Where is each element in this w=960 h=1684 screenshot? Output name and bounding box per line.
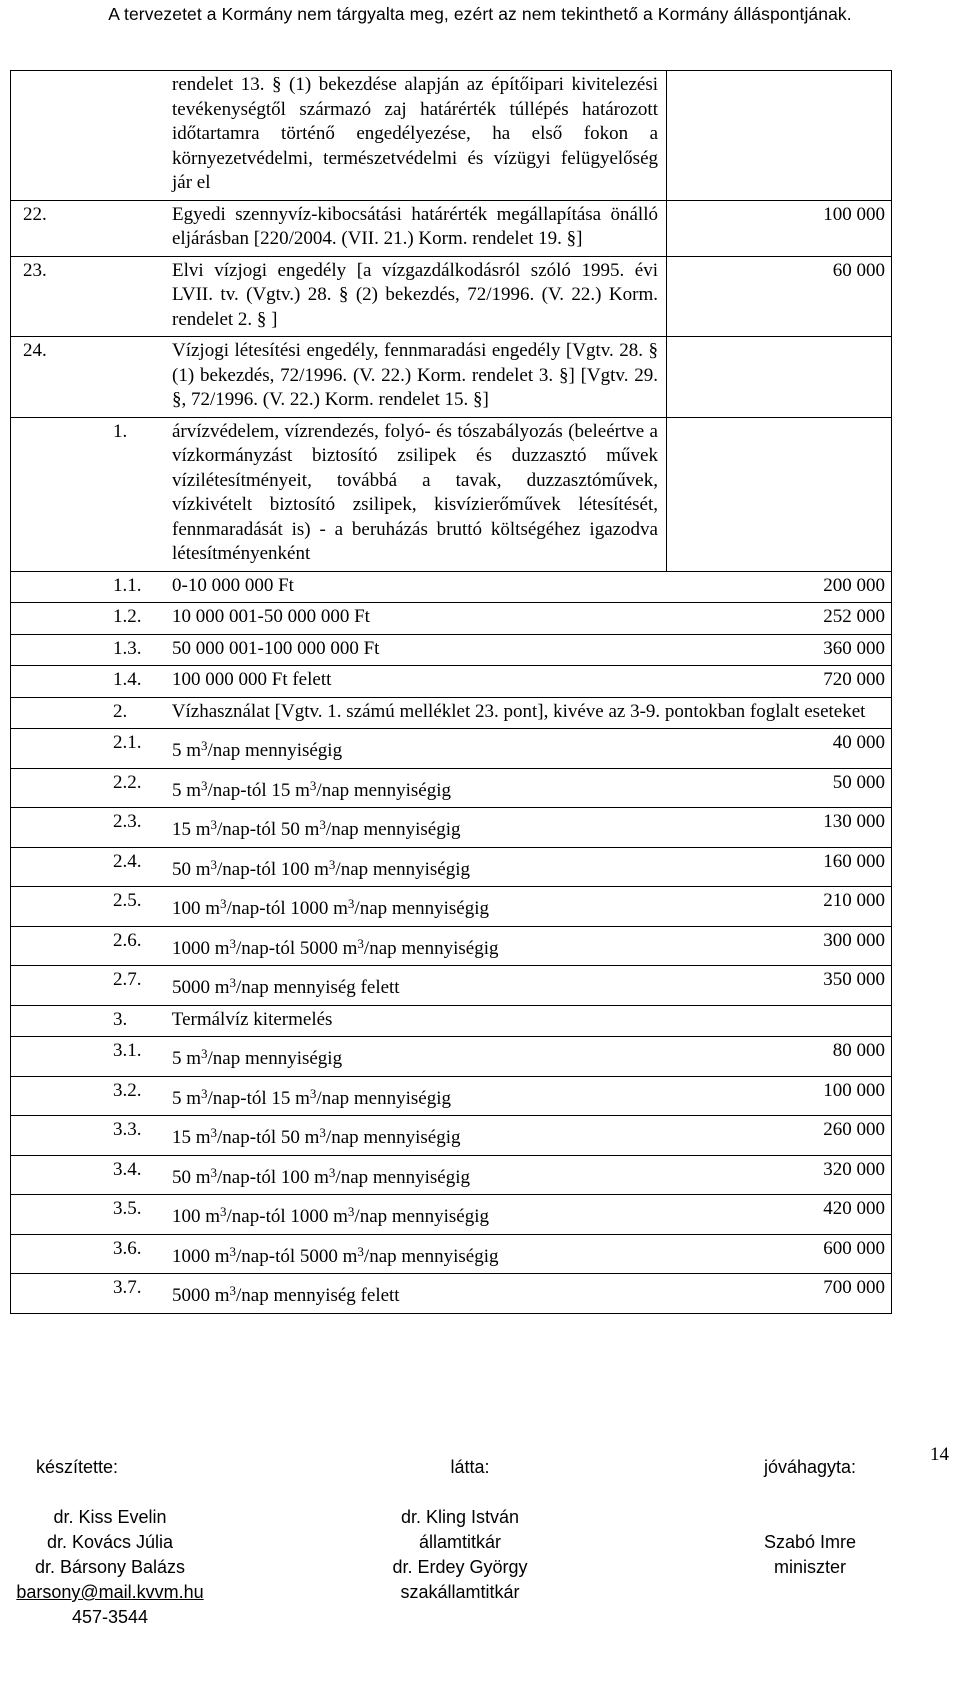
- row-amount: 320 000: [823, 1158, 885, 1180]
- section-description: Vízhasználat [Vgtv. 1. számú melléklet 23. pont], kivéve az 3-9. pontokban foglalt eseteket: [171, 700, 866, 722]
- table-row: [11, 887, 891, 927]
- row-number: 3.5.: [113, 1198, 142, 1219]
- table-row: [11, 201, 891, 257]
- fee-table: [10, 70, 892, 1314]
- row-number: 1.3.: [113, 637, 142, 659]
- row-number: 1.2.: [113, 606, 142, 627]
- section-description: Termálvíz kitermelés: [171, 1008, 333, 1030]
- row-description: 15 $m^3/nap$-tól 50 $m^3$/nap mennyiségig: [172, 817, 461, 840]
- row-description: 5000 $m^3$/nap mennyiség felett: [172, 1283, 400, 1306]
- seen-title: államtitkár: [418, 1532, 502, 1552]
- table-row: [11, 848, 891, 888]
- row-amount: [667, 337, 891, 417]
- table-row: [11, 635, 891, 667]
- row-number: 3.3.: [113, 1119, 142, 1140]
- table-row: [11, 572, 891, 604]
- row-description: Egyedi szennyvíz-kibocsátási határérték megállapítása önálló eljárásban [220/2004. (VII. 21.) Korm. rendelet 19. §]: [166, 201, 667, 256]
- row-number: 2.4.: [113, 850, 142, 872]
- seen-name: dr. Kling István: [400, 1507, 520, 1527]
- row-number: 3.2.: [113, 1079, 142, 1101]
- table-row: [11, 1235, 891, 1275]
- prepared-label: készítette:: [36, 1457, 119, 1477]
- row-amount: 60 000: [832, 259, 885, 281]
- table-row: [11, 1077, 891, 1117]
- table-row: [11, 1195, 891, 1235]
- row-amount: 420 000: [823, 1198, 885, 1219]
- seen-name: dr. Erdey György: [392, 1557, 528, 1577]
- approved-by: [730, 1530, 890, 1580]
- row-amount: 260 000: [823, 1119, 885, 1140]
- row-description: 1000 $m^3/nap$-tól 5000 $m^3$/nap mennyiségig: [172, 1243, 499, 1267]
- row-number: 3.7.: [113, 1277, 142, 1298]
- table-row: [11, 769, 891, 809]
- row-number: 24.: [23, 340, 47, 361]
- row-number: 2.5.: [113, 890, 142, 911]
- table-row: [11, 1274, 891, 1314]
- email-link[interactable]: barsony@mail.kvvm.hu: [16, 1582, 204, 1602]
- table-row: [11, 1037, 891, 1077]
- table-row: [11, 729, 891, 769]
- row-number: 2.3.: [113, 811, 142, 832]
- row-amount: 360 000: [823, 637, 885, 659]
- row-amount: 210 000: [823, 890, 885, 911]
- row-description: rendelet 13. § (1) bekezdése alapján az építőipari kivitelezési tevékenységtől származó zaj határérték túllépés határozott időtartamra történő engedélyezése, ha első fokon a környezetvédelmi, természetvédelmi és vízügyi felügyelőség jár el: [166, 71, 667, 200]
- row-amount: 300 000: [823, 929, 885, 951]
- approved-name: Szabó Imre: [763, 1532, 857, 1552]
- row-description: 10 000 001-50 000 000 Ft: [172, 606, 370, 627]
- row-number: 3.4.: [113, 1158, 142, 1180]
- row-description: 5 $m^3/nap$-tól 15 $m^3$/nap mennyiségig: [172, 1085, 451, 1109]
- table-row: [11, 1156, 891, 1196]
- row-description: 5 $m^3$/nap mennyiségig: [172, 1046, 343, 1069]
- row-description: 50 $m^3/nap$-tól 100 $m^3$/nap mennyiségig: [172, 856, 470, 880]
- section-description: árvízvédelem, vízrendezés, folyó- és tószabályozás (beleértve a vízkormányzást biztosító zsilipek és duzzasztó művek vízilétesítményeit, továbbá a tavak, duzzasztóművek, vízkivételt biztosító zsilipek, kisvízierőművek létesítését, fennmaradását is) - a beruházás bruttó költségéhez igazodva létesítményenként: [166, 418, 667, 571]
- row-amount: 100 000: [823, 1079, 885, 1101]
- table-row: [11, 337, 891, 418]
- row-number: 2.1.: [113, 732, 142, 753]
- prepared-by: [0, 1505, 220, 1630]
- prepared-name: dr. Kiss Evelin: [53, 1507, 167, 1527]
- draft-disclaimer-header: A tervezetet a Kormány nem tárgyalta meg, ezért az nem tekinthető a Kormány álláspontjának.: [108, 4, 852, 24]
- approved-title: miniszter: [773, 1557, 846, 1577]
- section-number: 3.: [113, 1008, 128, 1030]
- row-description: 1000 $m^3/nap$-tól 5000 $m^3$/nap mennyiségig: [172, 935, 499, 959]
- section-number: 2.: [113, 700, 128, 722]
- row-number: 22.: [23, 203, 47, 225]
- table-row: [11, 603, 891, 635]
- seen-label: látta:: [450, 1457, 490, 1477]
- row-amount: 200 000: [823, 574, 885, 596]
- prepared-name: dr. Bársony Balázs: [34, 1557, 186, 1577]
- row-description: 5 $m^3$/nap mennyiségig: [172, 738, 343, 761]
- table-row: [11, 1006, 891, 1038]
- row-description: 100 000 000 Ft felett: [172, 669, 332, 690]
- row-amount: 50 000: [832, 771, 885, 793]
- row-description: 15 $m^3/nap$-tól 50 $m^3$/nap mennyiségig: [172, 1125, 461, 1148]
- row-amount: 40 000: [832, 732, 885, 753]
- row-amount: 252 000: [823, 606, 885, 627]
- table-row: [11, 1116, 891, 1156]
- row-number: 1.1.: [113, 574, 142, 596]
- row-amount: 700 000: [823, 1277, 885, 1298]
- approved-label: jóváhagyta:: [763, 1457, 857, 1477]
- row-number: 3.1.: [113, 1040, 142, 1061]
- row-amount: 130 000: [823, 811, 885, 832]
- row-number: 2.7.: [113, 969, 142, 990]
- table-row: [11, 966, 891, 1006]
- row-amount: 100 000: [823, 203, 885, 225]
- table-row: [11, 808, 891, 848]
- table-row: [11, 927, 891, 967]
- table-row: [11, 418, 891, 572]
- row-description: 0-10 000 000 Ft: [172, 574, 294, 596]
- section-number: 1.: [113, 420, 128, 442]
- prepared-name: dr. Kovács Júlia: [46, 1532, 174, 1552]
- row-description: 5000 $m^3$/nap mennyiség felett: [172, 975, 400, 998]
- row-description: Elvi vízjogi engedély [a vízgazdálkodásról szóló 1995. évi LVII. tv. (Vgtv.) 28. § (2) bekezdés, 72/1996. (V. 22.) Korm. rendelet 2. § ]: [166, 257, 667, 337]
- row-number: 2.6.: [113, 929, 142, 951]
- row-amount: 720 000: [823, 669, 885, 690]
- row-amount: 350 000: [823, 969, 885, 990]
- row-description: 50 000 001-100 000 000 Ft: [172, 637, 380, 659]
- row-number: 2.2.: [113, 771, 142, 793]
- seen-by: [360, 1505, 560, 1605]
- row-description: 100 $m^3/nap$-tól 1000 $m^3$/nap mennyiségig: [172, 1204, 489, 1227]
- row-description: 100 $m^3/nap$-tól 1000 $m^3$/nap mennyiségig: [172, 896, 489, 919]
- table-row: [11, 666, 891, 698]
- row-description: Vízjogi létesítési engedély, fennmaradási engedély [Vgtv. 28. § (1) bekezdés, 72/1996. (V. 22.) Korm. rendelet 3. §] [Vgtv. 29. §, 72/1996. (V. 22.) Korm. rendelet 15. §]: [166, 337, 667, 417]
- page-number: 14: [930, 1444, 949, 1465]
- row-number: 1.4.: [113, 669, 142, 690]
- table-row: [11, 698, 891, 730]
- table-row: [11, 71, 891, 201]
- row-amount: 80 000: [832, 1040, 885, 1061]
- phone-number: 457-3544: [71, 1607, 149, 1627]
- row-amount: 600 000: [823, 1237, 885, 1259]
- row-amount: 160 000: [823, 850, 885, 872]
- table-row: [11, 257, 891, 338]
- row-description: 5 $m^3/nap$-tól 15 $m^3$/nap mennyiségig: [172, 777, 451, 801]
- row-number: 3.6.: [113, 1237, 142, 1259]
- row-number: 23.: [23, 259, 47, 281]
- seen-title: szakállamtitkár: [400, 1582, 520, 1602]
- row-description: 50 $m^3/nap$-tól 100 $m^3$/nap mennyiségig: [172, 1164, 470, 1188]
